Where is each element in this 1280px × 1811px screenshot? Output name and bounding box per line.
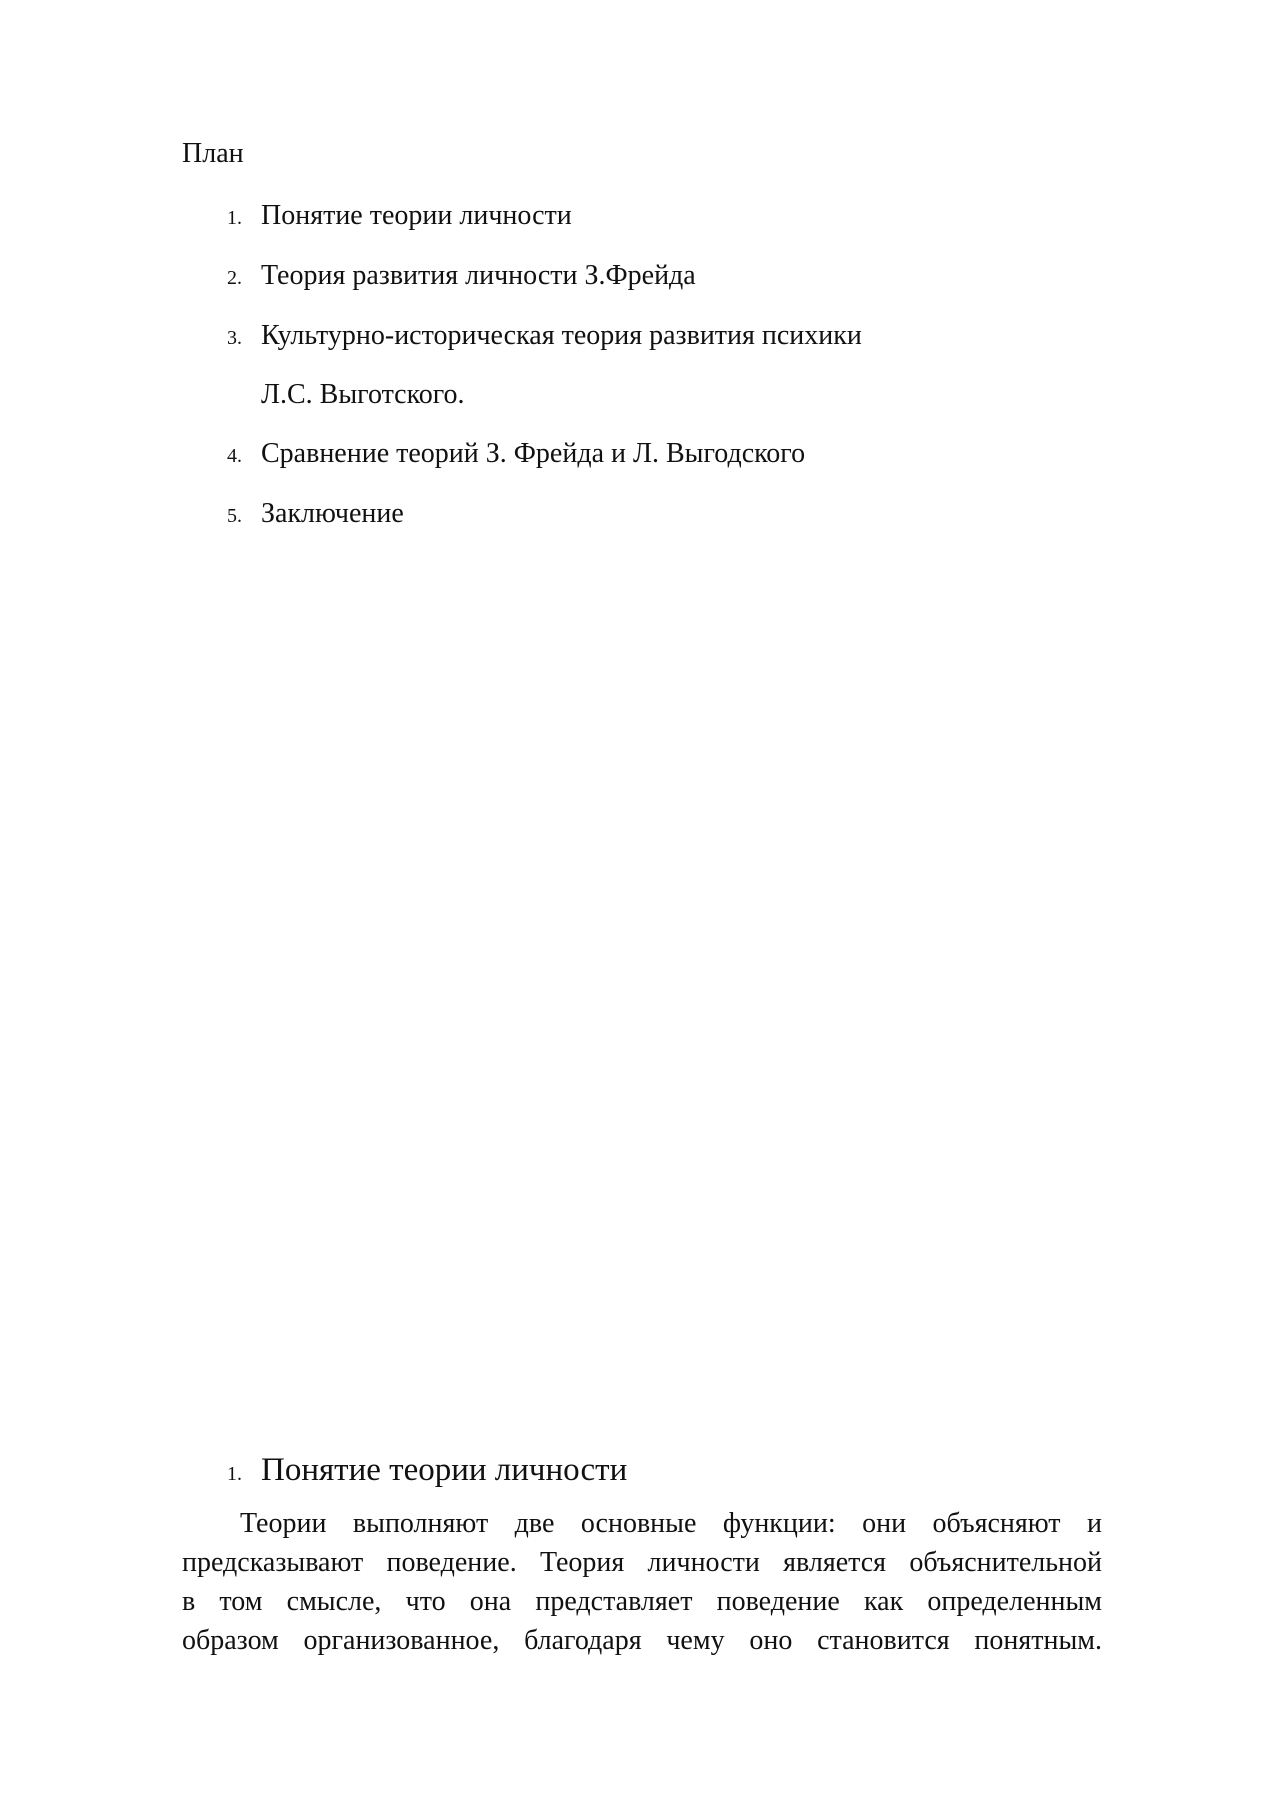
- plan-item-number: 3.: [227, 327, 242, 349]
- plan-item-2: [0, 256, 1280, 296]
- plan-item-5: [0, 494, 1280, 534]
- plan-item-text: Л.С. Выготского.: [261, 379, 465, 410]
- plan-item-text: Сравнение теорий З. Фрейда и Л. Выгодского: [261, 438, 806, 469]
- plan-item-3: [0, 316, 1280, 356]
- plan-item-4: [0, 434, 1280, 474]
- plan-item-1: [0, 196, 1280, 236]
- plan-item-number: 1.: [227, 207, 242, 229]
- plan-item-text: Теория развития личности З.Фрейда: [261, 260, 696, 291]
- section-heading: [0, 1448, 1280, 1492]
- section-title: Понятие теории личности: [261, 1452, 628, 1488]
- plan-item-text: Понятие теории личности: [261, 200, 572, 231]
- plan-item-text: Заключение: [261, 498, 404, 529]
- paragraph-line: предсказывают поведение. Теория личности является объяснительной: [182, 1547, 1102, 1578]
- paragraph-line: в том смысле, что она представляет поведение как определенным: [182, 1586, 1102, 1617]
- plan-item-number: 2.: [227, 267, 242, 289]
- paragraph-line: образом организованное, благодаря чему оно становится понятным.: [182, 1625, 1102, 1656]
- section-number: 1.: [227, 1463, 242, 1485]
- paragraph-line: Теории выполняют две основные функции: они объясняют и: [240, 1508, 1102, 1539]
- plan-item-number: 5.: [227, 505, 242, 527]
- plan-item-3-continuation: [0, 375, 1280, 415]
- plan-heading: План: [182, 138, 244, 169]
- plan-item-number: 4.: [227, 445, 242, 467]
- plan-item-text: Культурно-историческая теория развития психики: [261, 320, 862, 351]
